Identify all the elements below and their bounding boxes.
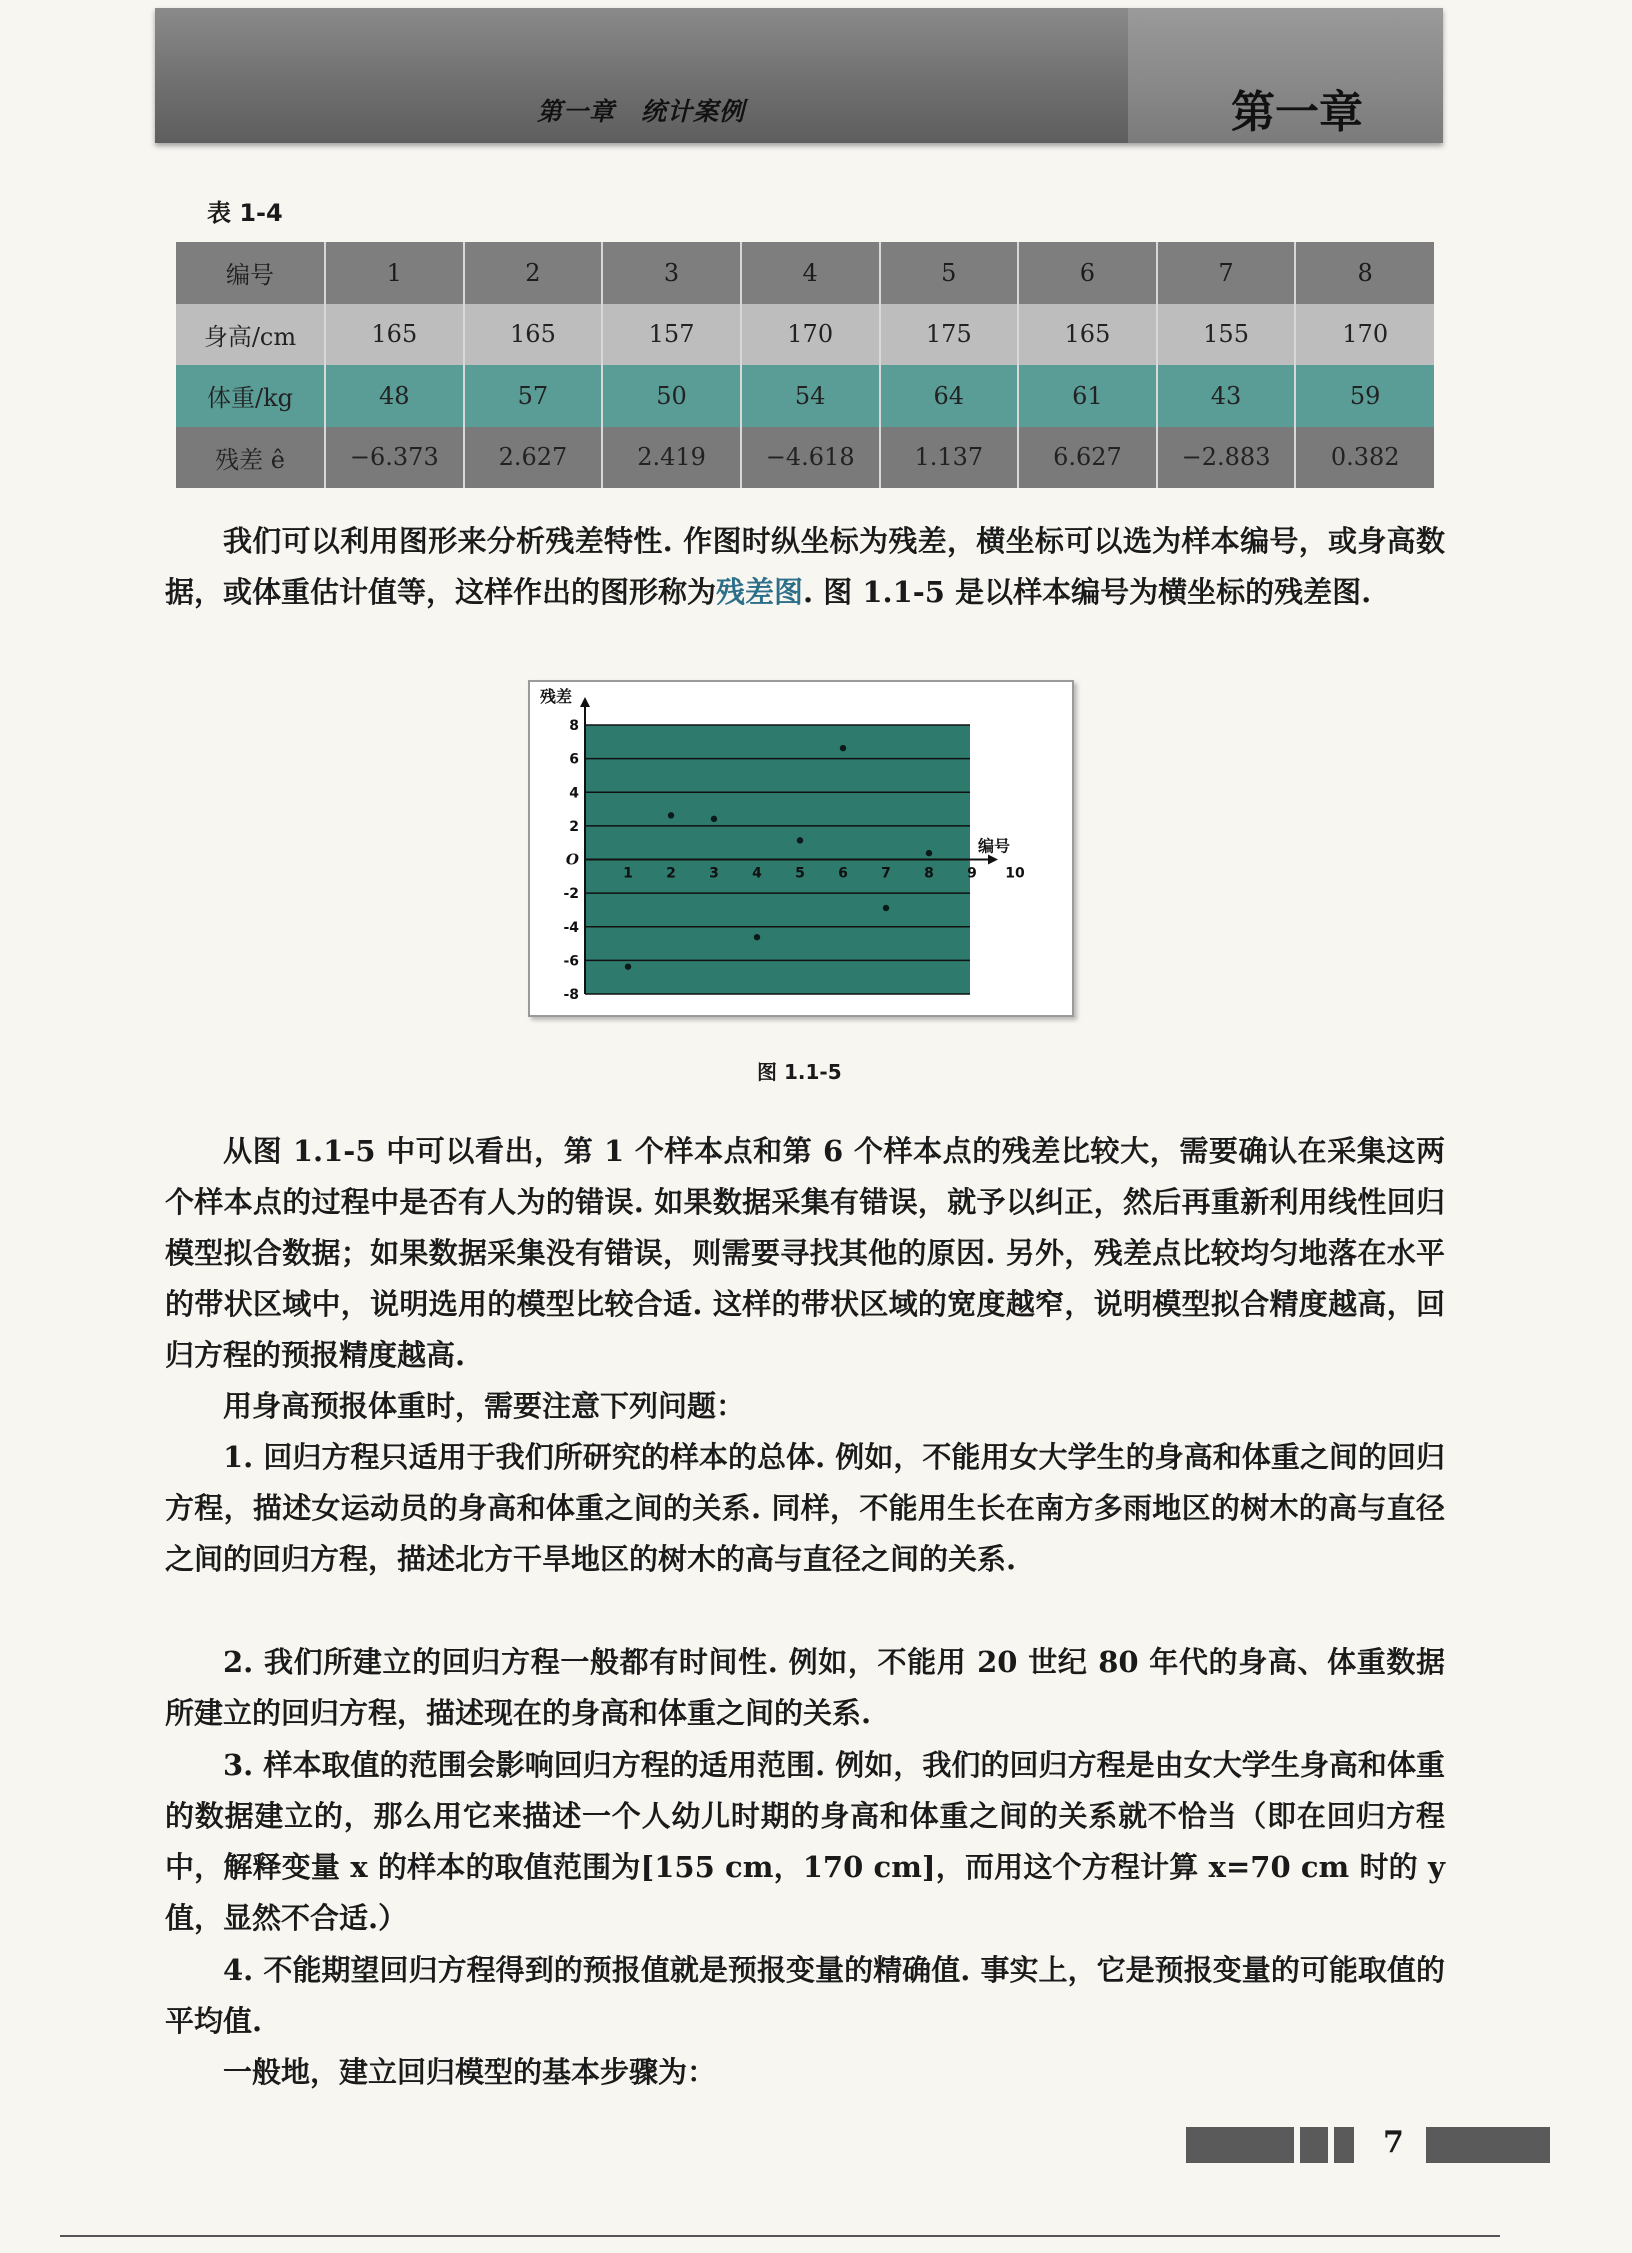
paragraph-notes-intro — [165, 1381, 1445, 1432]
y-tick-label: 2 — [569, 818, 579, 835]
note-item-3-text: 3. 样本取值的范围会影响回归方程的适用范围. 例如，我们的回归方程是由女大学生身高和体重的数据建立的，那么用它来描述一个人幼儿时期的身高和体重之间的关系就不恰当（即在回归方程中，解释变量 x 的样本的取值范围为[155 cm，170 cm]，而用这个方程计算 x=70 cm 时的 y 值，显然不合适.） — [165, 1748, 1445, 1935]
table-cell: 59 — [1295, 365, 1434, 427]
note-item-4 — [165, 1945, 1445, 2047]
data-point — [668, 812, 674, 818]
x-tick-label: 10 — [1005, 865, 1025, 882]
x-tick-label: 6 — [838, 865, 848, 882]
steps-intro-text: 一般地，建立回归模型的基本步骤为： — [223, 2055, 717, 2089]
table-row — [176, 427, 1434, 489]
notes-intro-text: 用身高预报体重时，需要注意下列问题： — [223, 1389, 746, 1423]
x-tick-label: 7 — [881, 865, 891, 882]
data-point — [625, 963, 631, 969]
y-tick-label: -2 — [563, 886, 579, 903]
page-number: 7 — [1383, 2125, 1404, 2160]
x-tick-label: 9 — [967, 865, 977, 882]
data-point — [840, 745, 846, 751]
page-bottom-rule — [60, 2235, 1500, 2237]
table-cell: 157 — [602, 304, 741, 366]
table-cell: 1 — [325, 242, 464, 304]
table-cell: 8 — [1295, 242, 1434, 304]
table-cell: −4.618 — [741, 427, 880, 489]
table-cell: 155 — [1157, 304, 1296, 366]
table-cell: 175 — [880, 304, 1019, 366]
x-tick-label: 8 — [924, 865, 934, 882]
paragraph-analysis — [165, 1126, 1445, 1381]
table-cell: 165 — [325, 304, 464, 366]
x-tick-label: 4 — [752, 865, 762, 882]
footer-bar — [1186, 2127, 1294, 2163]
row-header: 体重/kg — [176, 365, 325, 427]
y-axis-arrow — [580, 697, 590, 707]
origin-label: O — [565, 850, 579, 869]
paragraph-residual-plot-intro — [165, 516, 1445, 618]
data-point — [797, 837, 803, 843]
x-tick-label: 5 — [795, 865, 805, 882]
y-tick-label: 8 — [569, 718, 579, 734]
analysis-text: 从图 1.1-5 中可以看出，第 1 个样本点和第 6 个样本点的残差比较大，需要确认在采集这两个样本点的过程中是否有人为的错误. 如果数据采集有错误，就予以纠正，然后再重新利用线性回归模型拟合数据；如果数据采集没有错误，则需要寻找其他的原因. 另外，残差点比较均匀地落在水平的带状区域中，说明选用的模型比较合适. 这样的带状区域的宽度越窄，说明模型拟合精度越高，回归方程的预报精度越高. — [165, 1134, 1445, 1372]
table-cell: 2 — [464, 242, 603, 304]
table-row — [176, 365, 1434, 427]
y-tick-label: 4 — [569, 785, 579, 802]
para1-text: 我们可以利用图形来分析残差特性. 作图时纵坐标为残差，横坐标可以选为样本编号，或身高数据，或体重估计值等，这样作出的图形称为 — [165, 524, 1445, 609]
table-cell: 57 — [464, 365, 603, 427]
note-item-1-text: 1. 回归方程只适用于我们所研究的样本的总体. 例如，不能用女大学生的身高和体重之间的回归方程，描述女运动员的身高和体重之间的关系. 同样，不能用生长在南方多雨地区的树木的高与直径之间的回归方程，描述北方干旱地区的树木的高与直径之间的关系. — [165, 1440, 1445, 1576]
x-tick-label: 3 — [709, 865, 719, 882]
table-cell: 2.627 — [464, 427, 603, 489]
chapter-subtitle: 第一章 统计案例 — [537, 97, 746, 126]
residual-plot — [530, 682, 1072, 1015]
y-tick-label: -6 — [563, 953, 579, 970]
note-item-4-text: 4. 不能期望回归方程得到的预报值就是预报变量的精确值. 事实上，它是预报变量的可能取值的平均值. — [165, 1953, 1445, 2038]
row-header: 编号 — [176, 242, 325, 304]
paragraph-steps-intro — [165, 2047, 1445, 2098]
table-cell: 1.137 — [880, 427, 1019, 489]
y-tick-label: -4 — [563, 919, 579, 936]
figure-caption: 图 1.1-5 — [757, 1060, 842, 1084]
data-point — [926, 850, 932, 856]
table-cell: 43 — [1157, 365, 1296, 427]
table-cell: 5 — [880, 242, 1019, 304]
table-cell: 50 — [602, 365, 741, 427]
x-axis-label: 编号 — [978, 836, 1011, 856]
x-axis-arrow — [988, 855, 998, 865]
note-item-3 — [165, 1740, 1445, 1944]
x-tick-label: 2 — [666, 865, 676, 882]
table-cell: −6.373 — [325, 427, 464, 489]
y-tick-label: 6 — [569, 751, 579, 768]
table-row — [176, 304, 1434, 366]
table-cell: 6 — [1018, 242, 1157, 304]
footer-bar — [1300, 2127, 1328, 2163]
table-cell: −2.883 — [1157, 427, 1296, 489]
data-point — [711, 816, 717, 822]
table-cell: 0.382 — [1295, 427, 1434, 489]
table-cell: 3 — [602, 242, 741, 304]
footer-bar — [1334, 2127, 1354, 2163]
table-cell: 4 — [741, 242, 880, 304]
table-caption: 表 1-4 — [207, 199, 283, 227]
table-cell: 48 — [325, 365, 464, 427]
note-item-1 — [165, 1432, 1445, 1585]
chapter-header-banner — [155, 8, 1443, 143]
y-tick-label: -8 — [563, 987, 579, 1003]
table-cell: 165 — [1018, 304, 1157, 366]
row-header: 残差 ê — [176, 427, 325, 489]
table-cell: 170 — [1295, 304, 1434, 366]
table-cell: 6.627 — [1018, 427, 1157, 489]
footer-bar — [1426, 2127, 1550, 2163]
row-header: 身高/cm — [176, 304, 325, 366]
table-row — [176, 242, 1434, 304]
table-cell: 54 — [741, 365, 880, 427]
chapter-label: 第一章 — [1231, 87, 1363, 138]
para1-text-end: . 图 1.1-5 是以样本编号为横坐标的残差图. — [803, 575, 1372, 609]
data-point — [883, 905, 889, 911]
table-cell: 64 — [880, 365, 1019, 427]
residual-plot-frame — [528, 680, 1074, 1017]
x-tick-label: 1 — [623, 865, 633, 882]
table-cell: 61 — [1018, 365, 1157, 427]
note-item-2-text: 2. 我们所建立的回归方程一般都有时间性. 例如，不能用 20 世纪 80 年代的身高、体重数据所建立的回归方程，描述现在的身高和体重之间的关系. — [165, 1645, 1445, 1730]
table-cell: 2.419 — [602, 427, 741, 489]
y-axis-label: 残差 — [540, 687, 573, 706]
note-item-2 — [165, 1637, 1445, 1739]
residual-table — [176, 242, 1434, 488]
table-cell: 170 — [741, 304, 880, 366]
table-cell: 165 — [464, 304, 603, 366]
table-cell: 7 — [1157, 242, 1296, 304]
term-residual-plot: 残差图 — [716, 575, 804, 609]
data-point — [754, 934, 760, 940]
